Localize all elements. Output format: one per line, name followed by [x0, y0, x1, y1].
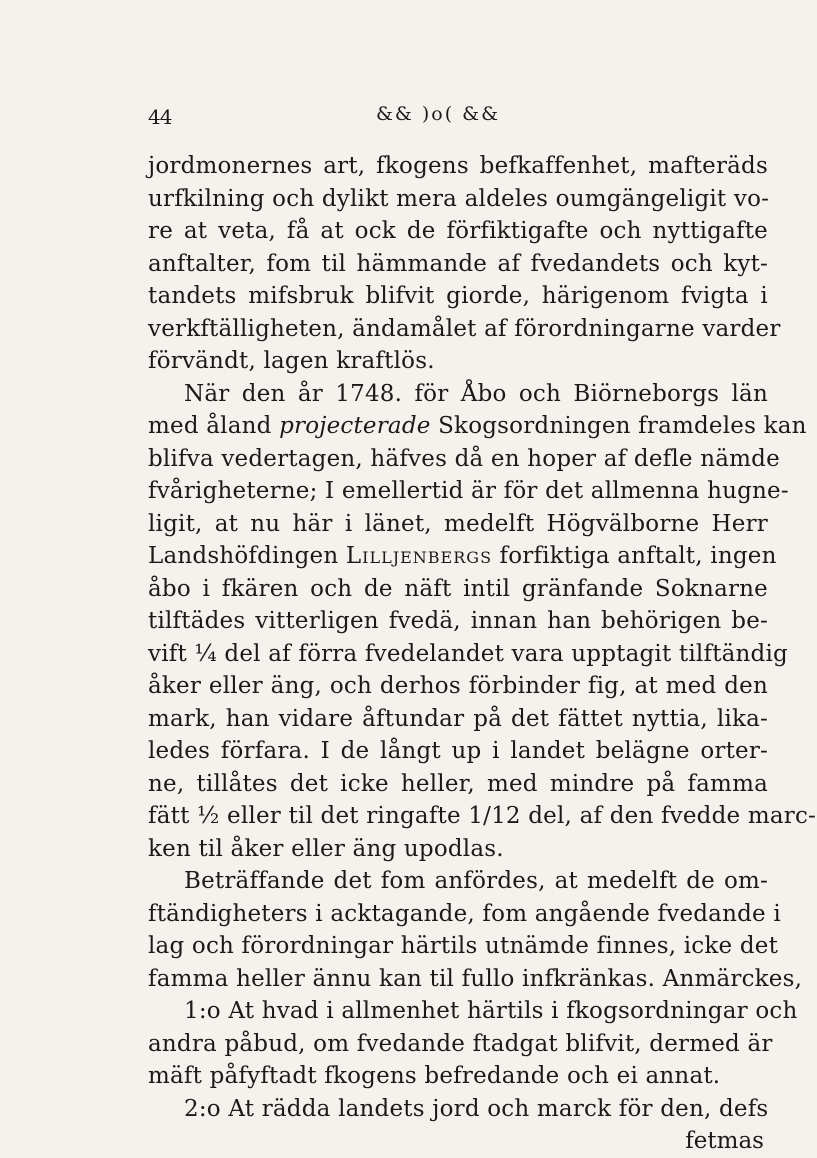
text-line: lag och förordningar härtils utnämde finnes, icke det	[148, 933, 779, 959]
text-run: forfiktiga anftalt, ingen	[492, 543, 777, 569]
page-number: 44	[148, 105, 172, 129]
text-line: ledes förfara. I de långt up i landet belägne orter-	[148, 738, 768, 764]
text-line: tandets mifsbruk blifvit giorde, härigenom fvigta i	[148, 283, 768, 309]
text-line: Beträffande det fom anfördes, at medelft de om-	[184, 868, 768, 894]
catchword: fetmas	[685, 1128, 764, 1154]
text-line: ligit, at nu här i länet, medelft Högvälborne Herr	[148, 510, 768, 537]
text-run: med åland	[148, 413, 280, 439]
text-line: åbo i fkären och de näft intil gränfande Soknarne	[148, 575, 768, 602]
text-line: blifva vedertagen, häfves då en hoper af defle nämde	[148, 445, 780, 472]
text-line: ne, tillåtes det icke heller, med mindre på famma	[148, 770, 768, 797]
text-line: mäft påfyftadt fkogens befredande och ei annat.	[148, 1063, 721, 1089]
text-line: åker eller äng, och derhos förbinder fig, at med den	[148, 673, 768, 699]
text-run: Landshöfdingen	[148, 543, 346, 569]
text-line: 2:o At rädda landets jord och marck för den, defs	[184, 1095, 769, 1122]
text-line: tilftädes vitterligen fvedä, innan han behörigen be-	[148, 608, 768, 634]
body-text	[148, 150, 817, 1158]
text-line: vift ¼ del af förra fvedelandet vara upptagit tilftändig	[148, 640, 788, 667]
text-line: famma heller ännu kan til fullo infkränkas. Anmärckes,	[148, 965, 803, 992]
text-run: Skogsordningen framdeles kan	[430, 413, 807, 439]
text-line: fvårigheterne; I emellertid är för det allmenna hugne-	[148, 478, 789, 504]
text-line: När den år 1748. för Åbo och Biörneborgs län	[184, 380, 768, 407]
header-ornament: && )o( &&	[376, 103, 500, 125]
text-line: jordmonernes art, fkogens befkaffenhet, mafteräds	[148, 153, 768, 179]
name-smallcaps: Lilljenbergs	[345, 543, 493, 569]
text-line: 1:o At hvad i allmenhet härtils i fkogsordningar och	[184, 998, 798, 1024]
text-line: re at veta, få at ock de förfiktigafte och nyttigafte	[148, 218, 768, 244]
text-line: ftändigheters i acktagande, fom angående fvedande i	[148, 900, 781, 927]
text-line: urfkilning och dylikt mera aldeles oumgängeligit vo-	[148, 185, 770, 212]
text-line	[148, 540, 777, 573]
text-line: ken til åker eller äng upodlas.	[148, 835, 504, 862]
text-line: förvändt, lagen kraftlös.	[148, 348, 435, 374]
text-line: verkftälligheten, ändamålet af förordningarne varder	[148, 315, 781, 342]
text-line: anftalter, fom til hämmande af fvedandets och kyt-	[148, 250, 768, 277]
text-line: fätt ½ eller til det ringafte 1/12 del, af den fvedde marc-	[148, 803, 817, 829]
text-line	[148, 410, 807, 443]
italic-word: projecterade	[279, 413, 431, 439]
text-line: mark, han vidare åftundar på det fättet nyttia, lika-	[148, 705, 768, 732]
text-line: andra påbud, om fvedande ftadgat blifvit, dermed är	[148, 1030, 773, 1057]
page-header	[148, 95, 768, 135]
